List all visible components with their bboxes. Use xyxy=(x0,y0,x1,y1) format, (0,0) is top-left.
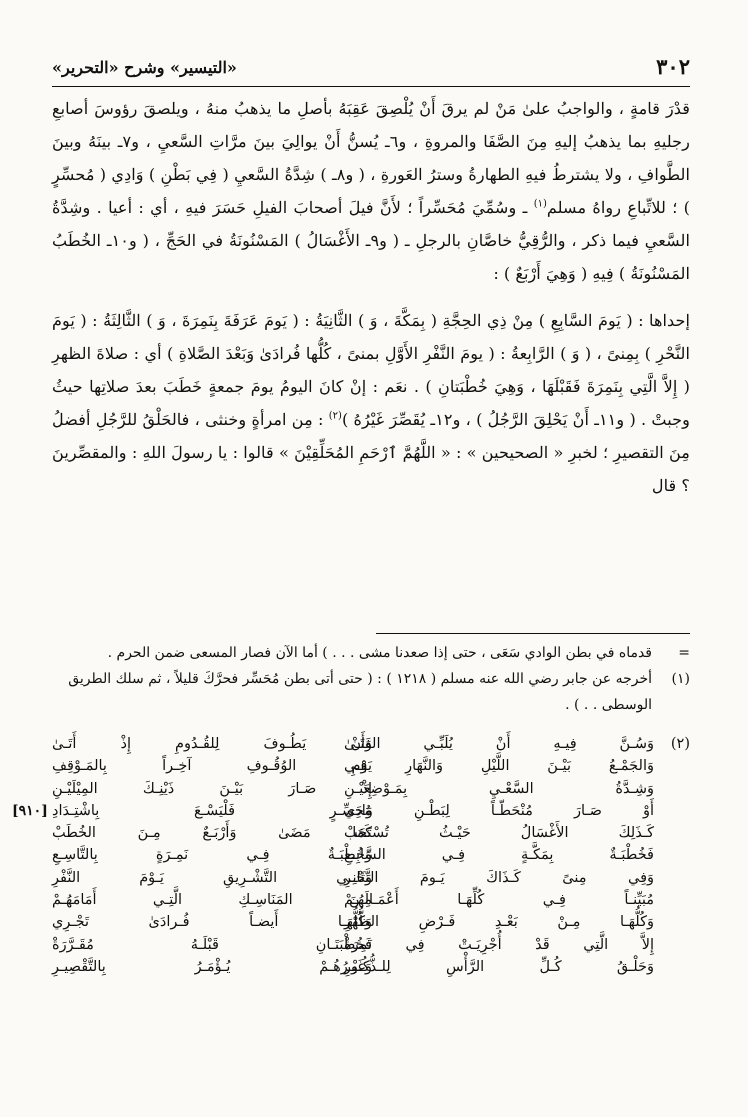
footnotes xyxy=(52,640,690,718)
text-line: وَبَعْدَ الصَّلاةِ ) أي : صلاةَ الظهرِ ( إِلاَّ الَّتِي بِنَمِرَةَ فَقَبْلَهَا ، وَهِيَ خُطْبَتانِ ) . نعَم : إنْ xyxy=(52,344,690,396)
text-line: و١٢ـ يُقَصِّرَ غَيْرُهُ ) xyxy=(341,410,461,429)
poem-hemistich-right: كَـذَلِكَ الأَغْسَالُ حَيْـثُ تُسْتَحَبْ xyxy=(344,825,654,842)
poem-hemistich-left: مُحَسِّـرٍ فَلْيَسْـعَ بِاشْتِـدَادِ xyxy=(52,802,372,819)
text-line: السَّعيِ ( فِي بَطْنِ ) وَادِي ( مُحسِّرٍ ) ؛ للاتِّباعِ رواهُ مسلم xyxy=(52,165,690,217)
text-line: قدْرَ قامةٍ ، والواجبُ علىٰ مَنْ لم يرقَ أَنْ يُلْصِقَ عَقِبَهُ بأصلِ ما يذهبُ منهُ ، ويلصقَ xyxy=(143,99,690,118)
poem-hemistich-right: وَكُلُّهَـا مِـنْ بَعْـدِ فَـرْضِ الظُّهْرِ xyxy=(344,914,654,931)
poem-verse xyxy=(12,802,690,825)
footnote-text: أخرجه عن جابر رضي الله عنه مسلم ( ١٢١٨ ) : ( حتى أتى بطن مُحَسِّر فحرَّكَ قليلاً ، ثم سلك الطريق الوسطى . . ) . xyxy=(68,671,652,713)
poem-hemistich-left: فَخُطْبَتَـانِ قَبْلَـهُ مُقَـرَّرَةْ xyxy=(52,936,372,953)
poem-verse xyxy=(52,870,690,892)
footnote-2-poem xyxy=(12,736,690,981)
poem-hemistich-right: مُبَيِّنـاً فِـي كُلِّهَـا أَعْمَـالَهُـمْ xyxy=(344,892,654,909)
text-line-tail: : مِن امرأةٍ وخنثى ، فالحَلْقُ للرَّجُلِ أفضلُ مِنَ التقصيرِ ؛ لخبرِ xyxy=(52,410,690,462)
poem-verse xyxy=(52,892,690,914)
paragraph-2 xyxy=(52,304,690,502)
poem-verse xyxy=(52,847,690,869)
footnote-ref-1[interactable]: (١) xyxy=(533,198,547,210)
text-line: السَّعيِ ، و٧ـ بينَهُ وبينَ الطَّوافِ ، ولا يشترطُ فيهِ الطهارةُ وسترُ العَورةِ ، ( و٨ـ ) شِدَّةُ xyxy=(52,132,690,184)
poem-verse xyxy=(52,781,690,803)
footnote-continuation-mark: = xyxy=(678,645,690,661)
text-line: كانَ اليومُ يومَ جمعةٍ خَطَبَ بعدَ صلاتِها حيثُ وجبتْ . ( و١١ـ أَنْ يَحْلِقَ الرَّجُلُ ) ، xyxy=(52,377,690,429)
poem-hemistich-left: وَكُلُّهَـا أَيضـاً فُـرادَىٰ تَجْـرِي xyxy=(52,914,372,931)
poem-hemistich-right: وَحَلْـقُ كُـلِّ الرَّأْسِ لِلـذُّكُـورِ xyxy=(344,958,654,975)
poem-verse xyxy=(52,959,690,981)
poem-verse xyxy=(52,825,690,847)
poem-verse xyxy=(52,736,690,758)
poem-hemistich-right: فَخُطْبَـةٌ بِمَكَّـةٍ فِـي السَّابِـعِ xyxy=(344,847,654,864)
poem-hemistich-right: إِلاَّ الَّتِي قَدْ أُجْرِيَـتْ فِي نَمِرَةْ xyxy=(344,936,654,953)
poem-hemistich-right: وَفِي مِنىً كَـذَاكَ يَـومَ النَّحْـرِ xyxy=(344,869,654,886)
footnote-separator xyxy=(376,633,690,634)
header-rule xyxy=(52,86,690,87)
poem-hemistich-left: يَوْمِ الوُقُـوفِ آخِـراً بِالمَـوْقِفِ xyxy=(52,758,372,775)
footnote-ref-2[interactable]: (٢) xyxy=(328,410,342,422)
poem-verse xyxy=(52,937,690,959)
poem-hemistich-left: وَخُطْبَـةٌ فِـي نَمِـرَةٍ بِالتَّاسِـعِ xyxy=(52,847,372,864)
poem-hemistich-right: أَوْ صَـارَ مُنْحَطّـاً لِبَطْـنِ وَادِي xyxy=(344,802,654,819)
page-number: ٣٠٢ xyxy=(656,54,690,79)
poem-hemistich-right: وَشِـدَّةُ السَّعْـيِ بِمَـوْضِعَيْـنِ xyxy=(344,780,654,797)
page-header xyxy=(52,54,690,84)
paragraph-1 xyxy=(52,92,690,290)
poem-hemistich-left: وَغَيْـرُهُـمْ يُـؤْمَـرُ بِالتَّقْصِيـرِ xyxy=(52,958,372,975)
text-line: وَ ) الثَّالِثَةُ : ( يَومَ النَّحْرِ ) بِمِنىً ، ( وَ ) الرَّابِعةُ : ( يومَ النَّفْرِ الأَوَّلِ بمنىً ، كُلُّها فُرادَىٰ xyxy=(52,311,690,363)
poem-hemistich-left: وَأَنْ يَطُـوفَ لِلقُـدُومِ إِذْ أَتَـىٰ xyxy=(52,736,372,752)
poem-hemistich-left: مِـنَ المَنَاسِـكِ الَّتِـي أَمَامَهُـمْ xyxy=(52,892,372,909)
poem-page-ref: [٩١٠] xyxy=(12,802,48,819)
poem-hemistich-left: كَمَا مَضَىٰ وَأَرْبَـعٌ مِـنَ الخُطَبْ xyxy=(52,825,372,842)
text-line: « الصحيحين » : « اللَّهُمَّ ٱرْحَمِ المُحَلِّقِيْنَ » قالوا : يا رسولَ اللهِ : والمقصِّرينَ ؟ قال xyxy=(52,443,690,495)
footnote-text: قدماه في بطن الوادي سَعَى ، حتى إذا صعدنا مشى . . . ) أما الآن فصار المسعى ضمن الحرم . xyxy=(107,645,652,661)
poem-rows xyxy=(12,736,690,981)
poem-hemistich-right: وَالجَمْـعُ بَيْـنَ اللَّيْلِ وَالنَّهَارِ فِـي xyxy=(344,758,654,775)
text-line-tail: ـ وسُمِّيَ مُحَسِّراً ؛ لأَنَّ فيلَ xyxy=(348,198,534,217)
poem-hemistich-left: وَثَانِـي التَّشْـرِيقِ يَـوْمَ النَّفْرِ xyxy=(52,869,372,886)
poem-verse xyxy=(52,758,690,780)
poem-hemistich-right: وَسُـنَّ فِيـهِ أَنْ يُلَبِّـي الفَتَـىٰ xyxy=(344,736,654,752)
text-line: إحداها : ( يَومَ السَّابِعِ ) مِنْ ذِي الحِجَّةِ ( بِمَكَّةَ ، وَ ) الثَّانِيَةُ : ( يَومَ عَرَفَةَ بِنَمِرَةَ ، xyxy=(171,311,690,330)
text-line: أَرْبَعٌ ) : xyxy=(493,264,541,283)
poem-hemistich-left: إِذْ صَـارَ بَيْـنَ ذَيْنِـكَ المِيْلَيْـنِ xyxy=(52,780,372,797)
text-line: رؤوسَ أصابعِ رجليهِ بما يذهبُ إليهِ مِنَ الصَّفَا والمروةِ ، و٦ـ يُسنُّ أَنْ يوالِيَ بينَ مرَّاتِ xyxy=(52,99,690,151)
footnote-2-mark: (٢) xyxy=(670,736,690,752)
footnote-continuation xyxy=(52,640,690,666)
footnote-1 xyxy=(52,666,690,718)
text-line: بالرجلِ ـ ( و٩ـ الأَغْسَالُ ) المَسْنُونَةُ في الحَجِّ ، ( و١٠ـ الخُطَبُ المَسْنُونَةُ ) فِيهِ ( وَهِيَ xyxy=(52,231,690,283)
text-line: أصحابَ الفيلِ حَسَرَ فيهِ ، أي : أعيا . وشِدَّةُ السَّعيِ فيما ذكر ، والرُّقِيُّ خاصَّانِ xyxy=(52,198,690,250)
running-title: «التيسير» وشرح «التحرير» xyxy=(52,58,237,77)
main-text xyxy=(52,92,690,502)
footnote-1-mark: (١) xyxy=(671,671,690,687)
poem-verse xyxy=(52,914,690,936)
